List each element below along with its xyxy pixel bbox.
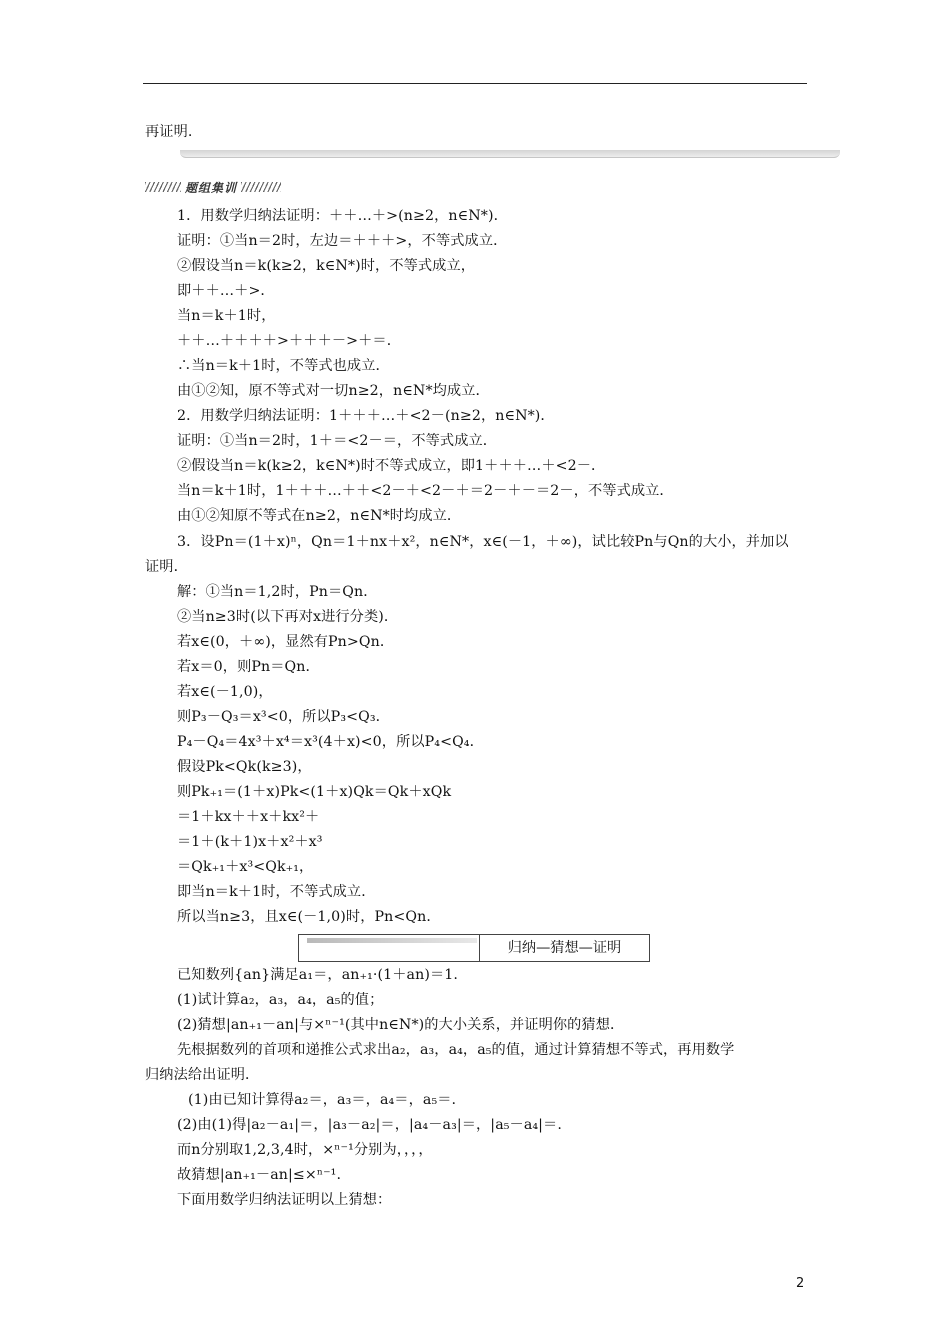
text-line: 故猜想|an₊₁－an|≤×ⁿ⁻¹. — [177, 1167, 342, 1183]
text-line: 1．用数学归纳法证明：＋＋…＋>(n≥2，n∈N*)． — [177, 208, 508, 224]
text-line: 2．用数学归纳法证明：1＋＋＋…＋<2－(n≥2，n∈N*)． — [177, 408, 555, 424]
section-heading — [145, 177, 281, 197]
text-line: ＋＋…＋＋＋＋>＋＋＋－>＋＝． — [177, 333, 402, 349]
text-line: 由①②知原不等式在n≥2，n∈N*时均成立． — [177, 508, 462, 524]
text-line: (1)由已知计算得a₂＝，a₃＝，a₄＝，a₅＝. — [188, 1092, 457, 1108]
text-line: (2)由(1)得|a₂－a₁|＝，|a₃－a₂|＝，|a₄－a₃|＝，|a₅－a₄|＝. — [177, 1117, 562, 1133]
section-title: 题组集训 — [185, 180, 238, 195]
text-line: ∴当n＝k＋1时，不等式也成立． — [177, 358, 390, 374]
text-line: 证明：①当n＝2时，1＋＝<2－＝，不等式成立． — [177, 433, 498, 449]
text-line: 已知数列{an}满足a₁＝，an₊₁·(1＋an)＝1. — [177, 967, 458, 983]
text-line: 3．设Pn＝(1＋x)ⁿ，Qn＝1＋nx＋x²，n∈N*，x∈(－1，＋∞)，试比较Pn与Qn的大小，并加以 — [177, 534, 789, 550]
text-line: 解：①当n＝1,2时，Pn＝Qn． — [177, 584, 378, 600]
text-line: 而n分别取1,2,3,4时，×ⁿ⁻¹分别为，，，， — [177, 1142, 433, 1158]
text-line: 即＋＋…＋>． — [177, 283, 275, 299]
text-line: (2)猜想|an₊₁－an|与×ⁿ⁻¹(其中n∈N*)的大小关系，并证明你的猜想． — [177, 1017, 625, 1033]
text-line: ＝1＋kx＋＋x＋kx²＋ — [177, 809, 320, 825]
text-line: 下面用数学归纳法证明以上猜想： — [177, 1192, 392, 1208]
method-title-box — [298, 934, 650, 962]
text-line: 即当n＝k＋1时，不等式成立． — [177, 884, 376, 900]
text-line: 证明． — [145, 559, 188, 575]
text-line: ②假设当n＝k(k≥2，k∈N*)时不等式成立，即1＋＋＋…＋<2－． — [177, 458, 606, 474]
text-line: ②当n≥3时(以下再对x进行分类)． — [177, 609, 399, 625]
method-box-tag — [299, 935, 480, 961]
intro-text: 再证明. — [145, 124, 193, 140]
text-line: 假设Pk<Qk(k≥3)， — [177, 759, 312, 775]
section-banner — [180, 150, 840, 158]
text-line: (1)试计算a₂，a₃，a₄，a₅的值； — [177, 992, 384, 1008]
text-line: 归纳法给出证明． — [145, 1067, 260, 1083]
text-line: ＝Qk₊₁＋x³<Qk₊₁， — [177, 859, 314, 875]
text-line: 证明：①当n＝2时，左边＝＋＋＋>，不等式成立． — [177, 233, 508, 249]
text-line: 当n＝k＋1时， — [177, 308, 276, 324]
text-line: 若x∈(－1,0)， — [177, 684, 273, 700]
text-line: 则Pk₊₁＝(1＋x)Pk<(1＋x)Qk＝Qk＋xQk — [177, 784, 452, 800]
method-box-tag-bar — [307, 938, 477, 943]
text-line: 由①②知，原不等式对一切n≥2，n∈N*均成立． — [177, 383, 490, 399]
text-line: ＝1＋(k＋1)x＋x²＋x³ — [177, 834, 323, 850]
header-rule — [143, 83, 807, 84]
page-number: 2 — [796, 1276, 805, 1291]
text-line: 当n＝k＋1时，1＋＋＋…＋＋<2－＋<2－＋＝2－＋－＝2－，不等式成立． — [177, 483, 674, 499]
text-line: 先根据数列的首项和递推公式求出a₂，a₃，a₄，a₅的值，通过计算猜想不等式，再用数学 — [177, 1042, 735, 1058]
decorative-slashes-left — [145, 182, 181, 192]
text-line: 若x∈(0，＋∞)，显然有Pn>Qn． — [177, 634, 395, 650]
text-line: 若x＝0，则Pn＝Qn． — [177, 659, 320, 675]
decorative-slashes-right — [241, 182, 281, 192]
text-line: P₄－Q₄＝4x³＋x⁴＝x³(4＋x)<0，所以P₄<Q₄． — [177, 734, 484, 750]
method-box-title: 归纳—猜想—证明 — [507, 940, 622, 956]
text-line: 则P₃－Q₃＝x³<0，所以P₃<Q₃． — [177, 709, 390, 725]
text-line: 所以当n≥3，且x∈(－1,0)时，Pn<Qn． — [177, 909, 441, 925]
text-line: ②假设当n＝k(k≥2，k∈N*)时，不等式成立， — [177, 258, 476, 274]
